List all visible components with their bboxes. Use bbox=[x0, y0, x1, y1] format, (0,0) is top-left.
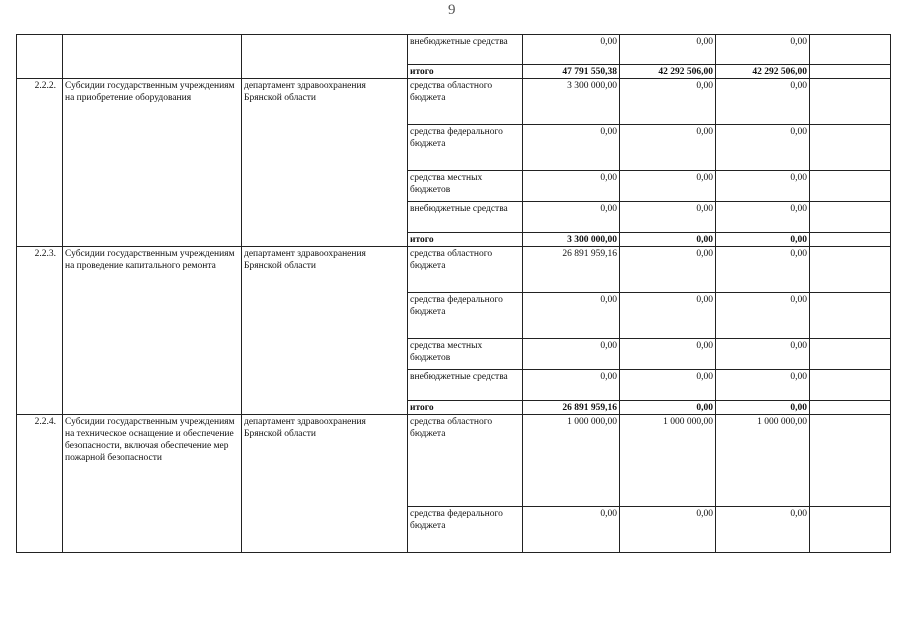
item-code: 2.2.4. bbox=[17, 415, 63, 553]
page-number: 9 bbox=[448, 2, 456, 18]
amount-year-3: 0,00 bbox=[716, 370, 810, 401]
item-executor bbox=[242, 35, 408, 79]
empty-cell bbox=[810, 415, 891, 507]
item-executor: департамент здравоохранения Брянской области bbox=[242, 247, 408, 415]
budget-table bbox=[16, 34, 891, 553]
item-code: 2.2.3. bbox=[17, 247, 63, 415]
funding-source: итого bbox=[408, 233, 523, 247]
amount-year-2: 0,00 bbox=[620, 339, 716, 370]
funding-source: средства областного бюджета bbox=[408, 79, 523, 125]
amount-year-3: 0,00 bbox=[716, 247, 810, 293]
empty-cell bbox=[810, 247, 891, 293]
table-row bbox=[17, 415, 891, 507]
amount-year-2: 0,00 bbox=[620, 233, 716, 247]
empty-cell bbox=[810, 370, 891, 401]
amount-year-1: 0,00 bbox=[523, 125, 620, 171]
item-code: 2.2.2. bbox=[17, 79, 63, 247]
table-row bbox=[17, 247, 891, 293]
funding-source: средства федерального бюджета bbox=[408, 125, 523, 171]
amount-year-3: 0,00 bbox=[716, 233, 810, 247]
empty-cell bbox=[810, 293, 891, 339]
amount-year-2: 0,00 bbox=[620, 293, 716, 339]
amount-year-3: 0,00 bbox=[716, 401, 810, 415]
amount-year-1: 0,00 bbox=[523, 171, 620, 202]
funding-source: средства местных бюджетов bbox=[408, 171, 523, 202]
amount-year-3: 0,00 bbox=[716, 339, 810, 370]
amount-year-3: 0,00 bbox=[716, 171, 810, 202]
item-executor: департамент здравоохранения Брянской области bbox=[242, 79, 408, 247]
amount-year-1: 3 300 000,00 bbox=[523, 79, 620, 125]
table-row bbox=[17, 79, 891, 125]
amount-year-3: 0,00 bbox=[716, 507, 810, 553]
funding-source: средства областного бюджета bbox=[408, 247, 523, 293]
amount-year-1: 26 891 959,16 bbox=[523, 401, 620, 415]
amount-year-3: 0,00 bbox=[716, 35, 810, 65]
empty-cell bbox=[810, 35, 891, 65]
amount-year-1: 0,00 bbox=[523, 339, 620, 370]
amount-year-3: 0,00 bbox=[716, 202, 810, 233]
amount-year-2: 0,00 bbox=[620, 401, 716, 415]
amount-year-2: 0,00 bbox=[620, 79, 716, 125]
amount-year-2: 0,00 bbox=[620, 202, 716, 233]
amount-year-3: 1 000 000,00 bbox=[716, 415, 810, 507]
amount-year-3: 0,00 bbox=[716, 293, 810, 339]
empty-cell bbox=[810, 507, 891, 553]
item-name bbox=[63, 35, 242, 79]
item-name: Субсидии государственным учреждениям на приобретение оборудования bbox=[63, 79, 242, 247]
funding-source: итого bbox=[408, 65, 523, 79]
amount-year-2: 1 000 000,00 bbox=[620, 415, 716, 507]
funding-source: итого bbox=[408, 401, 523, 415]
item-code bbox=[17, 35, 63, 79]
amount-year-1: 0,00 bbox=[523, 370, 620, 401]
item-executor: департамент здравоохранения Брянской области bbox=[242, 415, 408, 553]
amount-year-2: 0,00 bbox=[620, 507, 716, 553]
empty-cell bbox=[810, 339, 891, 370]
amount-year-1: 0,00 bbox=[523, 293, 620, 339]
amount-year-1: 26 891 959,16 bbox=[523, 247, 620, 293]
empty-cell bbox=[810, 233, 891, 247]
amount-year-2: 0,00 bbox=[620, 125, 716, 171]
funding-source: внебюджетные средства bbox=[408, 35, 523, 65]
amount-year-1: 47 791 550,38 bbox=[523, 65, 620, 79]
empty-cell bbox=[810, 171, 891, 202]
amount-year-1: 1 000 000,00 bbox=[523, 415, 620, 507]
funding-source: средства федерального бюджета bbox=[408, 293, 523, 339]
empty-cell bbox=[810, 401, 891, 415]
amount-year-2: 42 292 506,00 bbox=[620, 65, 716, 79]
empty-cell bbox=[810, 125, 891, 171]
amount-year-2: 0,00 bbox=[620, 35, 716, 65]
table-row bbox=[17, 35, 891, 65]
empty-cell bbox=[810, 79, 891, 125]
amount-year-1: 3 300 000,00 bbox=[523, 233, 620, 247]
item-name: Субсидии государственным учреждениям на проведение капитального ремонта bbox=[63, 247, 242, 415]
empty-cell bbox=[810, 202, 891, 233]
amount-year-2: 0,00 bbox=[620, 247, 716, 293]
empty-cell bbox=[810, 65, 891, 79]
funding-source: средства областного бюджета bbox=[408, 415, 523, 507]
funding-source: средства местных бюджетов bbox=[408, 339, 523, 370]
amount-year-1: 0,00 bbox=[523, 202, 620, 233]
item-name: Субсидии государственным учреждениям на техническое оснащение и обеспечение безопасности, включая обеспечение мер пожарной безопасности bbox=[63, 415, 242, 553]
amount-year-3: 0,00 bbox=[716, 125, 810, 171]
funding-source: средства федерального бюджета bbox=[408, 507, 523, 553]
funding-source: внебюджетные средства bbox=[408, 202, 523, 233]
amount-year-2: 0,00 bbox=[620, 171, 716, 202]
amount-year-2: 0,00 bbox=[620, 370, 716, 401]
amount-year-3: 0,00 bbox=[716, 79, 810, 125]
amount-year-1: 0,00 bbox=[523, 35, 620, 65]
amount-year-3: 42 292 506,00 bbox=[716, 65, 810, 79]
funding-source: внебюджетные средства bbox=[408, 370, 523, 401]
amount-year-1: 0,00 bbox=[523, 507, 620, 553]
